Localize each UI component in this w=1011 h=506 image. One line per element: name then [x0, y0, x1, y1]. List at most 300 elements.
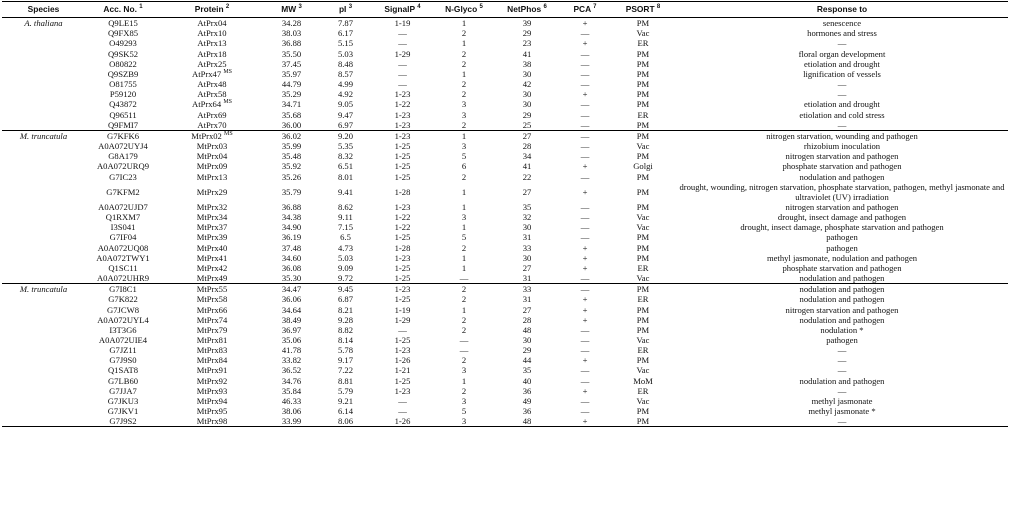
accession-cell: I3S041 [110, 222, 136, 233]
protein-cell [161, 222, 263, 232]
pi-cell: 7.87 [337, 18, 354, 29]
table-row [2, 284, 1008, 295]
mw-cell: 34.90 [281, 222, 302, 233]
protein-name: MtPrx41 [196, 252, 228, 263]
netphos-cell: 33 [494, 284, 560, 295]
protein-cell [161, 284, 263, 295]
pca-cell: + [582, 262, 588, 273]
protein-cell [161, 110, 263, 120]
psort-cell: PM [610, 416, 676, 427]
accession-cell: G7JKV1 [107, 406, 139, 417]
netphos-cell: 49 [522, 395, 532, 406]
pca-cell: — [580, 58, 590, 69]
protein-cell [161, 120, 263, 131]
pca-cell: — [580, 335, 590, 345]
pi-cell: 8.14 [337, 335, 354, 345]
column-header-label: PSORT [625, 4, 655, 14]
accession-cell: Q9SK52 [107, 48, 139, 59]
signalp-cell: 1-25 [394, 232, 411, 243]
accession-cell: O80822 [109, 58, 137, 69]
netphos-cell: 41 [522, 48, 532, 59]
accession-cell: G7JKU3 [107, 395, 139, 406]
pi-cell: 6.14 [337, 406, 354, 417]
nglyco-cell: 2 [461, 48, 467, 59]
signalp-cell: 1-23 [394, 109, 411, 120]
response-cell: pathogen [826, 242, 858, 253]
nglyco-cell: 2 [461, 324, 467, 335]
pi-cell: 5.15 [337, 38, 354, 49]
mw-cell: 35.50 [281, 48, 302, 59]
pi-cell: 6.51 [337, 161, 354, 172]
mw-cell: 34.64 [281, 304, 302, 315]
netphos-cell: 29 [522, 345, 532, 356]
ms-marker: MS [223, 69, 232, 76]
accession-cell: G7J9S0 [109, 355, 137, 366]
species-cell [2, 161, 85, 171]
mw-cell: 35.29 [281, 89, 302, 100]
accession-cell: Q9FX85 [107, 28, 139, 39]
column-header [494, 2, 560, 18]
column-header [560, 2, 610, 18]
psort-cell: Vac [636, 141, 650, 152]
signalp-cell: — [398, 406, 407, 417]
response-cell: — [837, 345, 847, 356]
netphos-cell: 34 [522, 151, 532, 162]
species-cell: M. truncatula [2, 284, 85, 295]
netphos-cell: 48 [494, 416, 560, 427]
species-cell [2, 59, 85, 69]
pca-cell: — [580, 375, 590, 386]
accession-cell: Q96511 [109, 109, 137, 120]
signalp-cell: — [398, 79, 407, 90]
protein-cell [161, 335, 263, 345]
protein-cell [161, 99, 263, 109]
response-cell: nitrogen starvation, wounding and pathogen [676, 130, 1008, 141]
response-cell: floral organ development [798, 48, 886, 59]
nglyco-cell: 1 [461, 18, 467, 29]
netphos-cell: 31 [522, 294, 532, 305]
protein-cell [161, 28, 263, 38]
signalp-cell: 1-22 [394, 99, 411, 110]
psort-cell: ER [637, 38, 649, 49]
response-cell: nitrogen starvation and pathogen [785, 151, 899, 162]
footnote-marker: 4 [417, 4, 421, 11]
signalp-cell: 1-22 [394, 222, 411, 233]
table-row [2, 141, 1008, 151]
table-row [2, 161, 1008, 171]
netphos-cell: 30 [522, 252, 532, 263]
column-header-label: Acc. No. [103, 4, 137, 14]
protein-cell [161, 161, 263, 171]
species-cell [2, 79, 85, 89]
pca-cell: — [580, 28, 590, 39]
psort-cell: ER [637, 345, 649, 356]
table-row [2, 232, 1008, 242]
psort-cell: PM [636, 151, 650, 162]
pi-cell: 6.97 [337, 119, 354, 130]
pi-cell: 9.28 [337, 314, 354, 325]
pca-cell: — [580, 232, 590, 243]
protein-cell [161, 49, 263, 59]
protein-cell [161, 151, 263, 161]
response-cell: lignification of vessels [803, 68, 881, 79]
protein-cell [161, 386, 263, 396]
pi-cell: 8.57 [337, 68, 354, 79]
column-header-label: pI [338, 4, 347, 14]
species-cell [2, 243, 85, 253]
pi-cell: 8.62 [337, 201, 354, 212]
protein-cell [161, 305, 263, 315]
response-cell: drought, wounding, nitrogen starvation, phosphate starvation, pathogen, methyl jasmonate and ultraviolet (UV) irradiation [679, 181, 1005, 202]
table-row [2, 69, 1008, 79]
protein-name: MtPrx83 [196, 345, 228, 356]
pi-cell: 5.78 [337, 345, 354, 356]
pca-cell: + [582, 242, 588, 253]
species-cell [2, 376, 85, 386]
protein-cell [161, 294, 263, 304]
response-cell: nodulation * [820, 324, 864, 335]
mw-cell: 35.92 [281, 161, 302, 172]
protein-cell [161, 325, 263, 335]
response-cell: — [837, 365, 847, 376]
pca-cell: — [580, 365, 590, 376]
pca-cell: + [582, 186, 588, 197]
protein-name: MtPrx92 [196, 375, 228, 386]
pca-cell: + [582, 294, 588, 305]
pi-cell: 9.72 [337, 273, 354, 284]
column-header [2, 2, 85, 18]
species-cell [2, 172, 85, 182]
species-cell [2, 120, 85, 131]
column-header-label: SignalP [384, 4, 415, 14]
table-row [2, 151, 1008, 161]
psort-cell: PM [610, 130, 676, 141]
pca-cell: — [580, 212, 590, 223]
response-cell: — [837, 385, 847, 396]
footnote-marker: 1 [139, 4, 143, 11]
response-cell: methyl jasmonate, nodulation and pathogen [766, 252, 918, 263]
protein-name: MtPrx04 [196, 151, 228, 162]
protein-cell [161, 396, 263, 406]
pca-cell: — [580, 151, 590, 162]
pi-cell: 4.99 [337, 79, 354, 90]
footnote-marker: 2 [225, 4, 230, 11]
column-header [85, 2, 161, 18]
protein-cell [161, 38, 263, 48]
signalp-cell: 1-25 [394, 161, 411, 172]
nglyco-cell: 2 [461, 355, 467, 366]
protein-name: MtPrx58 [196, 294, 228, 305]
psort-cell: PM [636, 324, 650, 335]
table-row [2, 79, 1008, 89]
table-row [2, 172, 1008, 182]
protein-name: AtPrx47 [192, 68, 222, 79]
psort-cell: Vac [636, 365, 650, 376]
protein-cell [161, 365, 263, 375]
table-row [2, 243, 1008, 253]
accession-cell: Q9SZB9 [107, 68, 139, 79]
response-cell: etiolation and drought [804, 99, 880, 110]
mw-cell: 37.45 [281, 58, 302, 69]
netphos-cell: 30 [522, 99, 532, 110]
pca-cell: — [580, 68, 590, 79]
accession-cell: P59120 [109, 89, 137, 100]
species-cell [2, 69, 85, 79]
species-cell [2, 232, 85, 242]
pca-cell: + [582, 314, 588, 325]
mw-cell: 36.08 [281, 262, 302, 273]
signalp-cell: 1-29 [394, 314, 411, 325]
accession-cell: G7IF04 [109, 232, 137, 243]
nglyco-cell: 2 [461, 385, 467, 396]
protein-cell [161, 263, 263, 273]
pi-cell: 4.92 [337, 89, 354, 100]
nglyco-cell: 3 [461, 365, 467, 376]
table-row [2, 202, 1008, 212]
mw-cell: 41.78 [281, 345, 302, 356]
netphos-cell: 32 [522, 212, 532, 223]
psort-cell: PM [636, 201, 650, 212]
protein-cell [161, 69, 263, 79]
protein-cell [161, 141, 263, 151]
nglyco-cell: 1 [461, 304, 467, 315]
nglyco-cell: 2 [461, 314, 467, 325]
netphos-cell: 31 [522, 232, 532, 243]
response-cell: nodulation and pathogen [799, 294, 885, 305]
nglyco-cell: 2 [461, 119, 467, 130]
netphos-cell: 25 [522, 119, 532, 130]
pca-cell: + [582, 304, 588, 315]
netphos-cell: 29 [522, 109, 532, 120]
response-cell: senescence [822, 18, 862, 29]
accession-cell: I3T3G6 [109, 324, 137, 335]
psort-cell: PM [636, 58, 650, 69]
pi-cell: 9.45 [320, 284, 371, 295]
pi-cell: 8.81 [337, 375, 354, 386]
response-cell: pathogen [826, 335, 858, 345]
protein-cell [161, 212, 263, 222]
table-row [2, 59, 1008, 69]
nglyco-cell: 1 [461, 262, 467, 273]
accession-cell: A0A072UQ08 [97, 242, 149, 253]
table-row [2, 416, 1008, 427]
netphos-cell: 22 [522, 171, 532, 182]
header-row [2, 2, 1008, 18]
pca-cell: — [580, 48, 590, 59]
species-cell [2, 335, 85, 345]
psort-cell: PM [636, 314, 650, 325]
protein-name: AtPrx48 [197, 79, 227, 90]
accession-cell: A0A072UJD7 [98, 201, 148, 212]
signalp-cell: 1-23 [394, 345, 411, 356]
mw-cell: 35.68 [281, 109, 302, 120]
accession-cell: G7LB60 [107, 375, 139, 386]
peroxidase-table [2, 1, 1008, 427]
psort-cell: Vac [636, 335, 650, 345]
species-cell [2, 89, 85, 99]
species-cell [2, 386, 85, 396]
netphos-cell: 35 [522, 201, 532, 212]
psort-cell: PM [636, 79, 650, 90]
protein-name: MtPrx95 [196, 406, 228, 417]
mw-cell: 38.03 [281, 28, 302, 39]
species-cell [2, 396, 85, 406]
mw-cell: 34.38 [281, 212, 302, 223]
signalp-cell: 1-25 [394, 141, 411, 152]
response-cell: — [676, 416, 1008, 427]
protein-name: MtPrx91 [196, 365, 228, 376]
response-cell: phosphate starvation and pathogen [782, 161, 902, 172]
protein-name: MtPrx74 [196, 314, 228, 325]
pca-cell: — [580, 222, 590, 233]
column-header-label: Species [27, 4, 60, 14]
nglyco-cell: 1 [461, 201, 467, 212]
pi-cell: 8.06 [320, 416, 371, 427]
table-row [2, 365, 1008, 375]
psort-cell: Golgi [633, 161, 653, 172]
species-cell [2, 315, 85, 325]
footnote-marker: 3 [298, 4, 302, 11]
netphos-cell: 30 [522, 89, 532, 100]
table-body [2, 18, 1008, 427]
pi-cell: 4.73 [337, 242, 354, 253]
signalp-cell: — [398, 68, 407, 79]
psort-cell: PM [636, 232, 650, 243]
mw-cell: 36.52 [281, 365, 302, 376]
footnote-marker: 8 [656, 4, 661, 11]
protein-name: MtPrx03 [196, 141, 228, 152]
pca-cell: — [580, 141, 590, 152]
signalp-cell: 1-21 [394, 365, 411, 376]
footnote-marker: 5 [479, 4, 483, 11]
mw-cell: 36.02 [263, 130, 320, 141]
pi-cell: 8.82 [337, 324, 354, 335]
mw-cell: 36.88 [281, 201, 302, 212]
response-cell: phosphate starvation and pathogen [782, 262, 902, 273]
table-row [2, 182, 1008, 202]
protein-name: MtPrx81 [196, 335, 228, 345]
species-cell [2, 253, 85, 263]
signalp-cell: 1-25 [394, 262, 411, 273]
species-cell [2, 305, 85, 315]
response-cell: nodulation and pathogen [799, 314, 885, 325]
column-header [161, 2, 263, 18]
nglyco-cell: 1 [461, 222, 467, 233]
table-row [2, 294, 1008, 304]
species-cell [2, 222, 85, 232]
nglyco-cell: — [459, 335, 469, 345]
species-cell [2, 182, 85, 202]
signalp-cell: 1-25 [394, 273, 411, 284]
psort-cell: ER [637, 109, 649, 120]
table-row [2, 89, 1008, 99]
table-row [2, 325, 1008, 335]
pca-cell: + [582, 161, 588, 172]
table-row [2, 355, 1008, 365]
signalp-cell: 1-19 [394, 18, 411, 29]
accession-cell: G8A179 [108, 151, 138, 162]
response-cell: drought, insect damage and pathogen [777, 212, 907, 223]
protein-name: MtPrx98 [196, 416, 228, 427]
protein-cell [161, 273, 263, 284]
pi-cell: 5.03 [337, 48, 354, 59]
protein-cell [161, 406, 263, 416]
protein-cell [161, 18, 263, 29]
pi-cell: 8.32 [337, 151, 354, 162]
protein-name: AtPrx10 [197, 28, 227, 39]
accession-cell: Q9FMI7 [107, 119, 139, 130]
nglyco-cell: 2 [461, 28, 467, 39]
psort-cell: ER [637, 294, 649, 305]
species-cell [2, 365, 85, 375]
nglyco-cell: 5 [461, 232, 467, 243]
pi-cell: 5.79 [337, 385, 354, 396]
pi-cell: 6.87 [337, 294, 354, 305]
mw-cell: 34.60 [281, 252, 302, 263]
mw-cell: 34.76 [281, 375, 302, 386]
netphos-cell: 30 [522, 222, 532, 233]
netphos-cell: 28 [522, 314, 532, 325]
mw-cell: 44.79 [281, 79, 302, 90]
accession-cell: O81755 [109, 79, 137, 90]
protein-cell [161, 130, 263, 141]
column-header-label: Protein [194, 4, 224, 14]
protein-name: MtPrx66 [196, 304, 228, 315]
mw-cell: 35.06 [281, 335, 302, 345]
species-cell [2, 141, 85, 151]
protein-cell [161, 202, 263, 212]
nglyco-cell: 2 [461, 58, 467, 69]
table-row [2, 273, 1008, 284]
table-row [2, 99, 1008, 109]
pi-cell: 9.41 [337, 186, 354, 197]
table-row [2, 345, 1008, 355]
column-header-label: NetPhos [507, 4, 542, 14]
accession-cell: Q43872 [109, 99, 137, 110]
pi-cell: 9.20 [320, 130, 371, 141]
psort-cell: ER [637, 385, 649, 396]
signalp-cell: 1-26 [394, 355, 411, 366]
nglyco-cell: 1 [434, 130, 494, 141]
protein-cell [161, 376, 263, 386]
species-cell [2, 99, 85, 109]
nglyco-cell: — [459, 345, 469, 356]
accession-cell: G7IC23 [109, 171, 137, 182]
accession-cell: G7KFM2 [106, 186, 140, 197]
protein-cell [161, 345, 263, 355]
table-row [2, 386, 1008, 396]
protein-name: MtPrx42 [196, 262, 228, 273]
protein-name: MtPrx55 [196, 284, 228, 295]
mw-cell: 36.97 [281, 324, 302, 335]
response-cell: — [837, 79, 847, 90]
protein-name: MtPrx94 [196, 395, 228, 406]
protein-cell [161, 232, 263, 242]
protein-cell [161, 182, 263, 202]
accession-cell: A0A072TWY1 [96, 252, 150, 263]
accession-cell: G7JZ11 [109, 345, 137, 356]
species-cell [2, 49, 85, 59]
protein-name: MtPrx79 [196, 324, 228, 335]
mw-cell: 34.28 [281, 18, 302, 29]
table-row [2, 376, 1008, 386]
psort-cell: Vac [636, 273, 650, 284]
protein-name: AtPrx18 [197, 48, 227, 59]
pi-cell: 8.01 [337, 171, 354, 182]
netphos-cell: 41 [522, 161, 532, 172]
response-cell: nitrogen starvation and pathogen [785, 304, 899, 315]
accession-cell: G7JCW8 [107, 304, 139, 315]
